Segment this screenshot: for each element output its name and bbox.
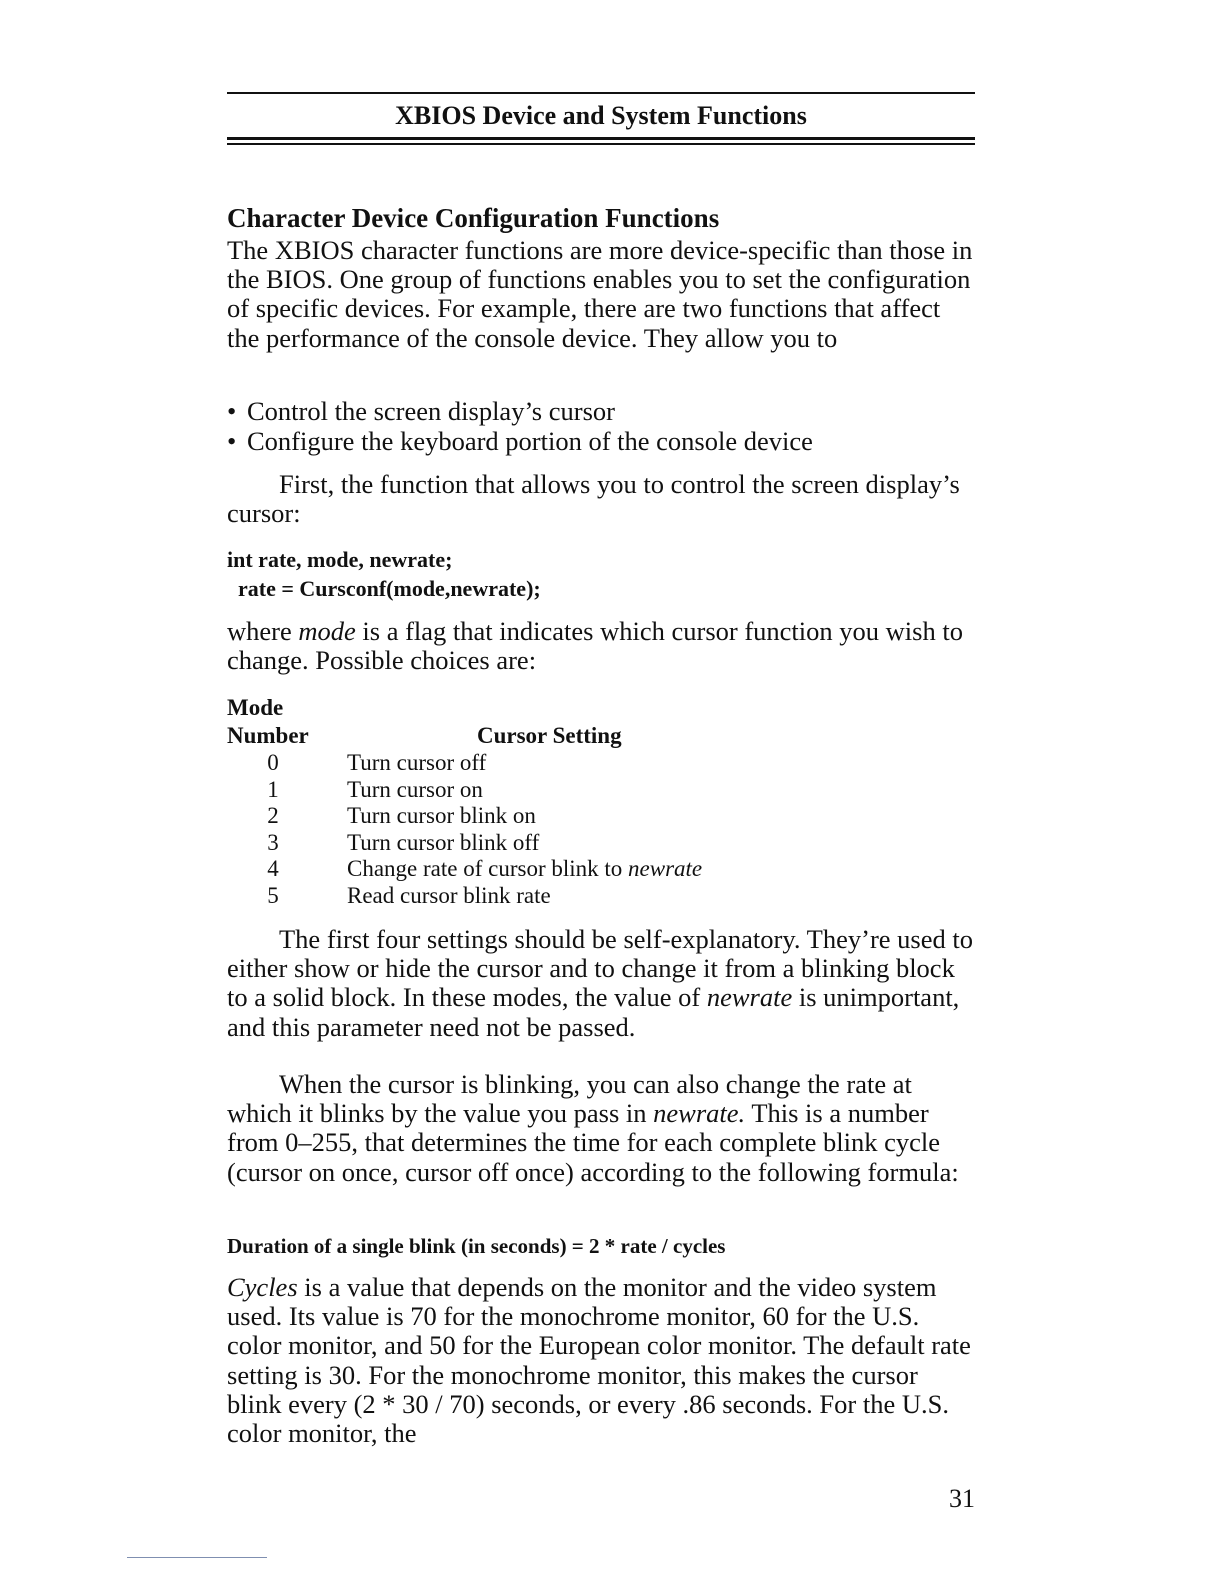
table-row [227,777,975,804]
first-function-paragraph: First, the function that allows you to control the screen display’s cursor: [227,469,960,529]
cycles-italic: Cycles [227,1272,298,1302]
mode-description: Read cursor blink rate [347,882,551,908]
settings-italic: newrate [706,982,793,1013]
blink-text: When the cursor is blinking, you can also change the rate at which it blinks by the value you pass in [227,1069,912,1129]
mode-description: Turn cursor blink on [347,803,536,828]
blink-formula: Duration of a single blink (in seconds) = 2 * rate / cycles [227,1234,726,1258]
header-rule-double [227,137,975,145]
settings-text: The first four settings should be self-explanatory. They’re used to either show or hide the cursor and to change it from a blinking block to a solid block. In these modes, the value of [227,924,973,1013]
bullet-list [227,397,975,456]
where-italic: mode [298,616,356,646]
bullet-text: Control the screen display’s cursor [247,396,615,426]
blink-italic: newrate. [653,1098,746,1129]
mode-number: 4 [267,856,279,881]
mode-description-text: Change rate of cursor blink to [347,856,629,881]
table-header-cursor-setting: Cursor Setting [477,723,622,748]
document-page [227,0,975,1584]
mode-description [347,856,702,883]
table-row [227,830,975,857]
code-line: rate = Cursconf(mode,newrate); [227,576,541,601]
mode-number: 5 [267,882,279,908]
table-header-mode: Mode [227,695,284,720]
blink-paragraph [227,1070,975,1187]
bullet-icon: • [227,425,237,456]
table-row [227,750,975,777]
mode-description: Turn cursor on [347,776,483,802]
cycles-text: is a value that depends on the monitor and the video system used. Its value is 70 for the monochrome monitor, 60 for the U.S. color monitor, and 50 for the European color monitor. The default rate setting is 30. For the monochrome monitor, this makes the cursor blink every (2 * 30 / 70) seconds, or every .86 seconds. For the U.S. color monitor, the [227,1272,971,1449]
mode-number: 1 [267,776,279,802]
cycles-paragraph [227,1273,975,1448]
mode-number: 2 [267,803,279,828]
table-header-number: Number [227,723,309,748]
table-row [227,883,975,910]
page-number: 31 [949,1484,975,1513]
header-rule-top [227,92,975,94]
code-block [227,545,975,603]
settings-paragraph [227,925,975,1042]
bullet-text: Configure the keyboard portion of the console device [247,425,813,456]
settings-text-rest: is unimportant, and this parameter need not be passed. [227,982,960,1042]
list-item [227,397,975,427]
where-text: where [227,616,299,646]
where-paragraph [227,617,975,675]
bullet-icon: • [227,396,237,426]
code-line: int rate, mode, newrate; [227,547,453,572]
mode-table [227,694,975,909]
section-heading: Character Device Configuration Functions [227,203,720,233]
list-item [227,427,975,457]
mode-number: 0 [267,750,279,775]
table-row [227,803,975,830]
table-header-row [227,722,975,750]
mode-description-italic: newrate [628,856,703,881]
intro-paragraph: The XBIOS character functions are more device-specific than those in the BIOS. One group of functions enables you to set the configuration of specific devices. For example, there are two functions that affect the performance of the console device. They allow you to [227,235,973,353]
mode-description: Turn cursor blink off [347,829,540,855]
table-row [227,856,975,883]
where-text-rest: is a flag that indicates which cursor function you wish to change. Possible choices are: [227,616,963,676]
mode-number: 3 [267,829,279,855]
header-title: XBIOS Device and System Functions [395,101,807,130]
footer-rule [127,1557,267,1558]
running-header [227,92,975,145]
blink-text-rest: This is a number from 0–255, that determines the time for each complete blink cycle (cursor on once, cursor off once) according to the following formula: [227,1098,959,1187]
mode-description: Turn cursor off [347,750,487,775]
